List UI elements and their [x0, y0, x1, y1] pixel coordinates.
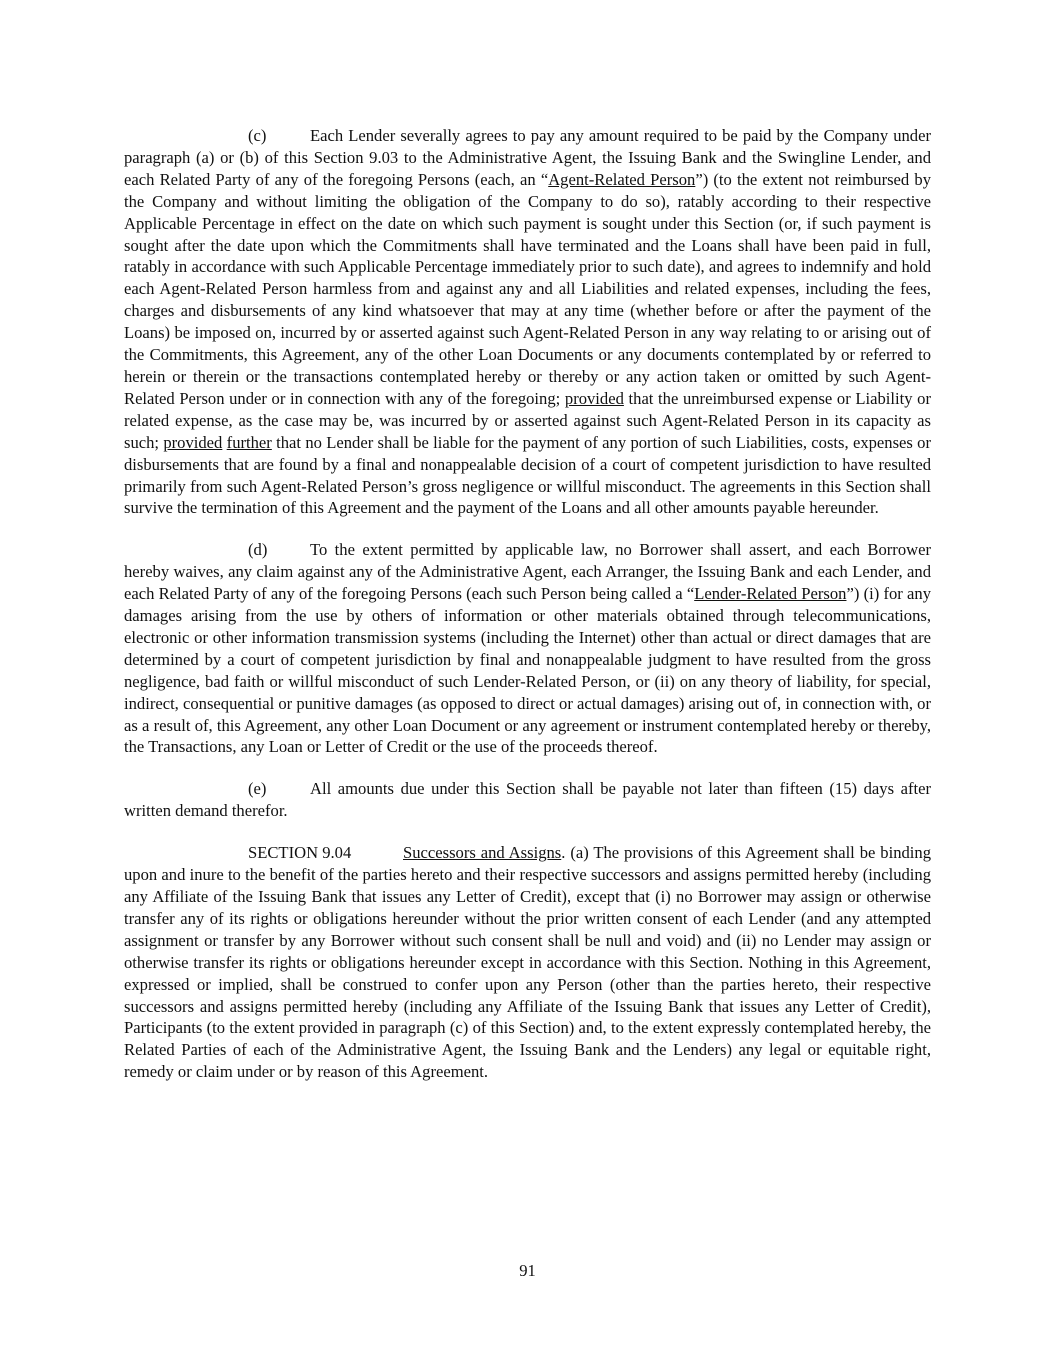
- paragraph-e-text: All amounts due under this Section shall be payable not later than fifteen (15) days after written demand therefor.: [124, 779, 931, 821]
- paragraph-c-text-4: that no Lender shall be liable for the payment of any portion of such Liabilities, costs, expenses or disbursements that are found by a final and nonappealable decision of a court of competent jurisdiction to have resulted primarily from such Agent-Related Person’s gross negligence or willful misconduct. The agreements in this Section shall survive the termination of this Agreement and the payment of the Loans and all other amounts payable hereunder.: [124, 432, 931, 518]
- paragraph-d-text-2: ”) (i) for any damages arising from the use by others of information or other materials obtained through telecommunications, electronic or other information transmission systems (including the Internet) other than actual or direct damages that are determined by a court of competent jurisdiction by final and nonappealable judgment to have resulted from the gross negligence, bad faith or willful misconduct of such Lender-Related Person, or (ii) on any theory of liability, for special, indirect, consequential or punitive damages (as opposed to direct or actual damages) arising out of, in connection with, or as a result of, this Agreement, any other Loan Document or any agreement or instrument contemplated hereby or thereby, the Transactions, any Loan or Letter of Credit or the use of the proceeds thereof.: [124, 584, 932, 757]
- page-content: [124, 125, 931, 1103]
- section-title: Successors and Assigns: [403, 843, 562, 863]
- further-term: further: [226, 432, 272, 452]
- defined-term-lender-related-person: Lender-Related Person: [694, 584, 847, 604]
- paragraph-d: [124, 539, 931, 758]
- defined-term-agent-related-person: Agent-Related Person: [548, 169, 696, 189]
- paragraph-c: [124, 125, 931, 519]
- section-9-04-text: . (a) The provisions of this Agreement shall be binding upon and inure to the benefit of the parties hereto and their respective successors and assigns permitted hereby (including any Affiliate of the Issuing Bank that issues any Letter of Credit), except that (i) no Borrower may assign or otherwise transfer any of its rights or obligations hereunder without the prior written consent of each Lender (and any attempted assignment or transfer by any Borrower without such consent shall be null and void) and (ii) no Lender may assign or otherwise transfer its rights or obligations hereunder except in accordance with this Section. Nothing in this Agreement, expressed or implied, shall be construed to confer upon any Person (other than the parties hereto, their respective successors and assigns permitted hereby (including any Affiliate of the Issuing Bank that issues any Letter of Credit), Participants (to the extent provided in paragraph (c) of this Section) and, to the extent expressly contemplated hereby, the Related Parties of each of the Administrative Agent, the Issuing Bank and the Lenders) any legal or equitable right, remedy or claim under or by reason of this Agreement.: [124, 843, 931, 1082]
- paragraph-c-text-1: Each Lender severally agrees to pay any amount required to be paid by the Company under paragraph (a) or (b) of this Section 9.03 to the Administrative Agent, the Issuing Bank and the Swingline Lender, and each Related Party of any of the foregoing Persons (each, an “: [124, 126, 931, 189]
- paragraph-d-label: (d): [248, 540, 268, 560]
- section-number: SECTION 9.04: [248, 843, 352, 863]
- paragraph-d-text-1: To the extent permitted by applicable law, no Borrower shall assert, and each Borrower hereby waives, any claim against any of the Administrative Agent, each Arranger, the Issuing Bank and each Lender, and each Related Party of any of the foregoing Persons (each such Person being called a “: [124, 540, 931, 604]
- paragraph-e-label: (e): [248, 779, 267, 799]
- paragraph-c-label: (c): [248, 126, 267, 145]
- provided-term-2: provided: [163, 432, 223, 452]
- paragraph-c-text-2: ”) (to the extent not reimbursed by the Company and without limiting the obligation of the Company to do so), ratably according to their respective Applicable Percentage in effect on the date on which such payment is sought under this Section (or, if such payment is sought after the date upon which the Commitments shall have terminated and the Loans shall have been paid in full, ratably in accordance with such Applicable Percentage immediately prior to such date), and agrees to indemnify and hold each Agent-Related Person harmless from and against any and all Liabilities and related expenses, including the fees, charges and disbursements of any kind whatsoever that may at any time (whether before or after the payment of the Loans) be imposed on, incurred by or asserted against such Agent-Related Person in any way relating to or arising out of the Commitments, this Agreement, any of the other Loan Documents or any documents contemplated by or referred to herein or therein or the transactions contemplated hereby or thereby or any action taken or omitted by such Agent-Related Person under or in connection with any of the foregoing;: [124, 169, 931, 408]
- paragraph-e: [124, 778, 931, 822]
- paragraph-c-text-3: that the unreimbursed expense or Liability or related expense, as the case may be, was incurred by or asserted against such Agent-Related Person in its capacity as such;: [124, 388, 932, 452]
- section-9-04: [124, 842, 931, 1083]
- provided-term-1: provided: [564, 388, 624, 408]
- page-number: 91: [519, 1261, 536, 1280]
